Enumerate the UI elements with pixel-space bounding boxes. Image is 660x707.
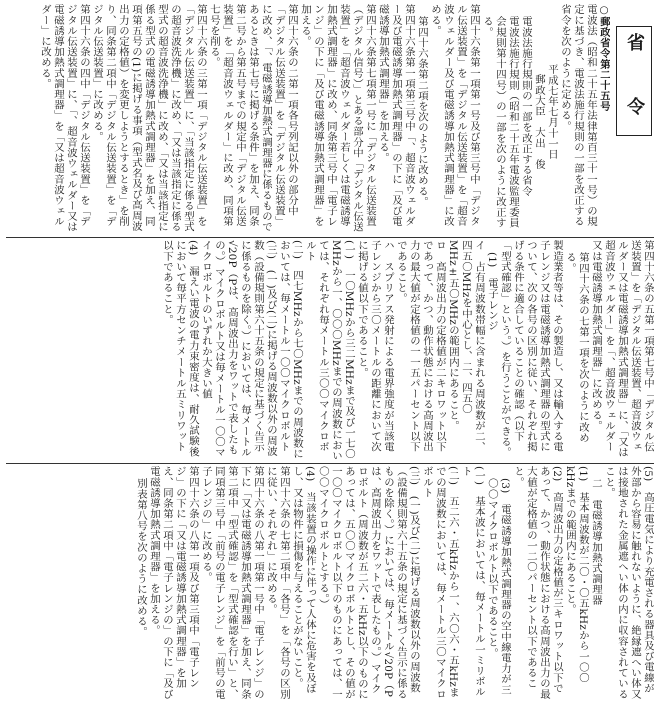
band-bottom-text bbox=[6, 466, 654, 702]
band1-paragraph: 第四十六条第二項を次のように改める。 bbox=[416, 16, 428, 207]
band1-paragraph: 第四十六条の二第一項各号列記以外の部分中「デジタル伝送装置」を「デジタル伝送装置」に改め、「、電磁誘導加熱式調理器に係るものであるときは第七号に掲げる条件」を加え、同条第二号から第五号までの規定中「デジタル伝送装置」を「超音波ウェルダー」に改め、同項第七号を削る。 bbox=[208, 4, 298, 232]
divider-rule bbox=[6, 463, 654, 464]
band1-paragraph: 第四十六条第七項第一号に「デジタル伝送装置（デジタル信号）」とある部分中「デジタル伝送装置」を「超音波ウェルダー若しくは電磁誘導加熱式調理器」に改め、同条第三号中「電子レンジ」の下に「及び電磁誘導加熱式調理器」を加える。 bbox=[299, 4, 376, 232]
band1-paragraph: 平成七年七月十一日 bbox=[546, 64, 558, 160]
band3-paragraph: (4) 当該装置の操作に伴って人体に危害を及ぼし、又は物件に損傷を与えることがないこと。 bbox=[291, 466, 316, 694]
band2-paragraph: (三) (一)及び(二)に掲げる周波数以外の周波数（設備規則第六十五条の規定に基づく告示に係るものを除く。）においては、毎メートル√20P（Pは、高周波出力をワットで表したもの。）マイクロボルト又は毎メートル一〇〇マイクロボルトのいずれか大きい値 bbox=[200, 240, 277, 458]
band2-paragraph: (二) 四七MHzから七〇MHzまでの周波数においては、毎メートル一〇〇マイクロボルト bbox=[278, 240, 303, 460]
band-top-text bbox=[6, 4, 610, 236]
band3-paragraph: 別表第八号を次のように改める。 bbox=[135, 478, 147, 637]
band3-paragraph: 第四十六条の七第二項中「各号」を「各号の区別に従い、それぞれ」に改める。 bbox=[265, 466, 290, 700]
band2-paragraph: (4) 漏えい電波の電力束密度は、耐久試験後において毎平方センチメートル五ミリワット以下であること。 bbox=[161, 240, 199, 457]
band-middle bbox=[6, 240, 654, 462]
band1-paragraph: ○郵政省令第二十五号 bbox=[598, 4, 610, 112]
band1-paragraph: 電波法（昭和二十五年法律第百三十一号）の規定に基づき、電波法施行規則の一部を改正する省令を次のように定める。 bbox=[559, 4, 597, 227]
band3-paragraph: (2) 高周波出力の定格値が三キロワット以下であって、かつ、動作状態における高周波出力の最大値が定格値の一二〇パーセント以下であること。 bbox=[512, 466, 563, 700]
band1-paragraph: 電波法施行規則（昭和二十五年電波監理委員会規則第十四号）の一部を次のように改正する。 bbox=[481, 16, 519, 228]
band2-paragraph: 製造業者等は、その製造し、又は輸入する電子レンジ又は電磁誘導加熱式調理器の型式について、次の各号の区別に従い、それぞれ掲げる条件に適合していることの確認（以下「型式確認」という。）を行うことができる。 bbox=[499, 240, 563, 458]
band2-paragraph: イ 占有周波数帯幅に含まれる周波数が二、四五〇MHzを中心とし、二、四五〇MHz±五〇MHzの範囲内にあること。 bbox=[447, 240, 485, 452]
section-heading-box bbox=[616, 26, 652, 136]
band3-paragraph: (5) 高圧電気により充電される器具及び電線が外部から容易に触れないように、絶縁遮へい体又は接地された金属遮へい体の内に収容されていること。 bbox=[603, 466, 654, 700]
band3-paragraph: (3) 電磁誘導加熱式調理器の空中線電力が三〇〇マイクロボルト以下であること。 bbox=[486, 478, 511, 695]
band3-paragraph: 第四十六条の八第一項及び第三項中「電子レンジ」の下に「又は電磁誘導加熱式調理器」を加え、同条第二項中「電子レンジの」の下に「及び電磁誘導加熱式調理器」を加える。 bbox=[148, 466, 199, 700]
section-heading: 省 令 bbox=[624, 33, 645, 129]
band3-paragraph: 二 電磁誘導加熱式調理器 bbox=[590, 478, 602, 606]
band-top bbox=[6, 4, 654, 236]
band1-paragraph: 第四十六条の四中「デジタル伝送装置」を「デジタル伝送装置」に、「、超音波ウェルダー又は電磁誘導加熱式調理器」を「又は超音波ウェルダー」に改める。 bbox=[39, 4, 90, 232]
band1-paragraph: 電波法施行規則の一部を改正する省令 bbox=[520, 16, 532, 197]
band2-paragraph: 第四十六条の七第一項を次のように改める。 bbox=[564, 252, 589, 443]
band2-paragraph: 第四十六条の五第一項第七号中「デジタル伝送装置」を「デジタル伝送装置、超音波ウェルダー又は電磁誘導加熱式調理器」に、「又は超音波ウェルダー」を「、超音波ウェルダー又は電磁誘導加熱式調理器」に改める。 bbox=[590, 240, 654, 458]
band-middle-text bbox=[6, 240, 654, 462]
band3-paragraph: (一) 基本波においては、毎メートル一ミリボルト bbox=[460, 466, 485, 698]
band3-paragraph: (1) 基本周波数が二〇・〇五kHzから一〇〇kHzまでの範囲内にあること。 bbox=[564, 466, 589, 683]
band1-paragraph: 郵政大臣 大出 俊 bbox=[533, 74, 545, 170]
divider-rule bbox=[6, 237, 654, 238]
band1-paragraph: 第四十六条第一項第三号中「、超音波ウェルダー及び電磁誘導加熱式調理器」の下に「及び電磁誘導加熱式調理器」を加える。 bbox=[377, 4, 415, 227]
band3-paragraph: (三) (一)及び(二)に掲げる周波数以外の周波数（設備規則第六十五条の規定に基づく告示に係るものを除く。）においては、毎メートル√20P（Pは、高周波出力をワットで表したもの。）マイクロボルト（周波数が五二六・五kHz以下のものにあっては、五〇〇マイクロボルトとし、その値が一〇〇マイクロボルト以下のものにあっては、一〇〇マイクロボルトとする。） bbox=[317, 466, 420, 700]
band3-paragraph: (二) 五二六・五kHzから一、六〇六・五kHzまでの周波数においては、毎メートル三〇マイクロボルト bbox=[421, 466, 459, 700]
band2-paragraph: ロ 高周波出力の定格値が二キロワット以下であって、かつ、動作状態における高周波出力の最大値が定格値の一一五パーセント以下であること。 bbox=[395, 240, 446, 452]
band2-paragraph: (一) 一〇MHzから三二MHzまで及び一七〇MHzから一、〇〇〇MHzまでの周波数においては、それぞれ毎メートル三〇〇マイクロボルト bbox=[304, 240, 355, 462]
band1-paragraph: 第四十六条の三第一項「デジタル伝送装置」を「デジタル伝送装置」に、「当該指定に係る型式の超音波洗浄機」に改め、「又は当該指定に係る型式の超音波洗浄機」に改め、「又は当該指定に係る型式の電磁誘導加熱式調理器」を加え、同項第五号の(1)に掲げる事項（型式名及び高周波出力の定格値）を変更しようとするとき」を削り、同条第二項中「デジタル伝送装置」を「デジタル伝送装置」に改める。 bbox=[91, 4, 207, 232]
band-bottom bbox=[6, 466, 654, 702]
band2-paragraph: ハ スプリアス発射による電界強度が当該電子レンジから三〇メートルの距離において次に掲げる値以下であること。 bbox=[356, 240, 394, 452]
band3-paragraph: 第四十六条の八第一項第一号中「電子レンジ」の下に「又は電磁誘導加熱式調理器」を加え、同条第二項中「型式確認」を「型式確認を行い」と、同項第三号中「前号の電子レンジ」を「前号の電子レンジの」に改める。 bbox=[200, 466, 264, 700]
band1-paragraph: 第四十六条第一項第一号及び第三号中「デジタル伝送装置」を「デジタル伝送装置」を「超音波ウェルダー及び電磁誘導加熱式調理器」に改める。 bbox=[429, 4, 480, 227]
band2-paragraph: (1) 電子レンジ bbox=[486, 252, 498, 331]
